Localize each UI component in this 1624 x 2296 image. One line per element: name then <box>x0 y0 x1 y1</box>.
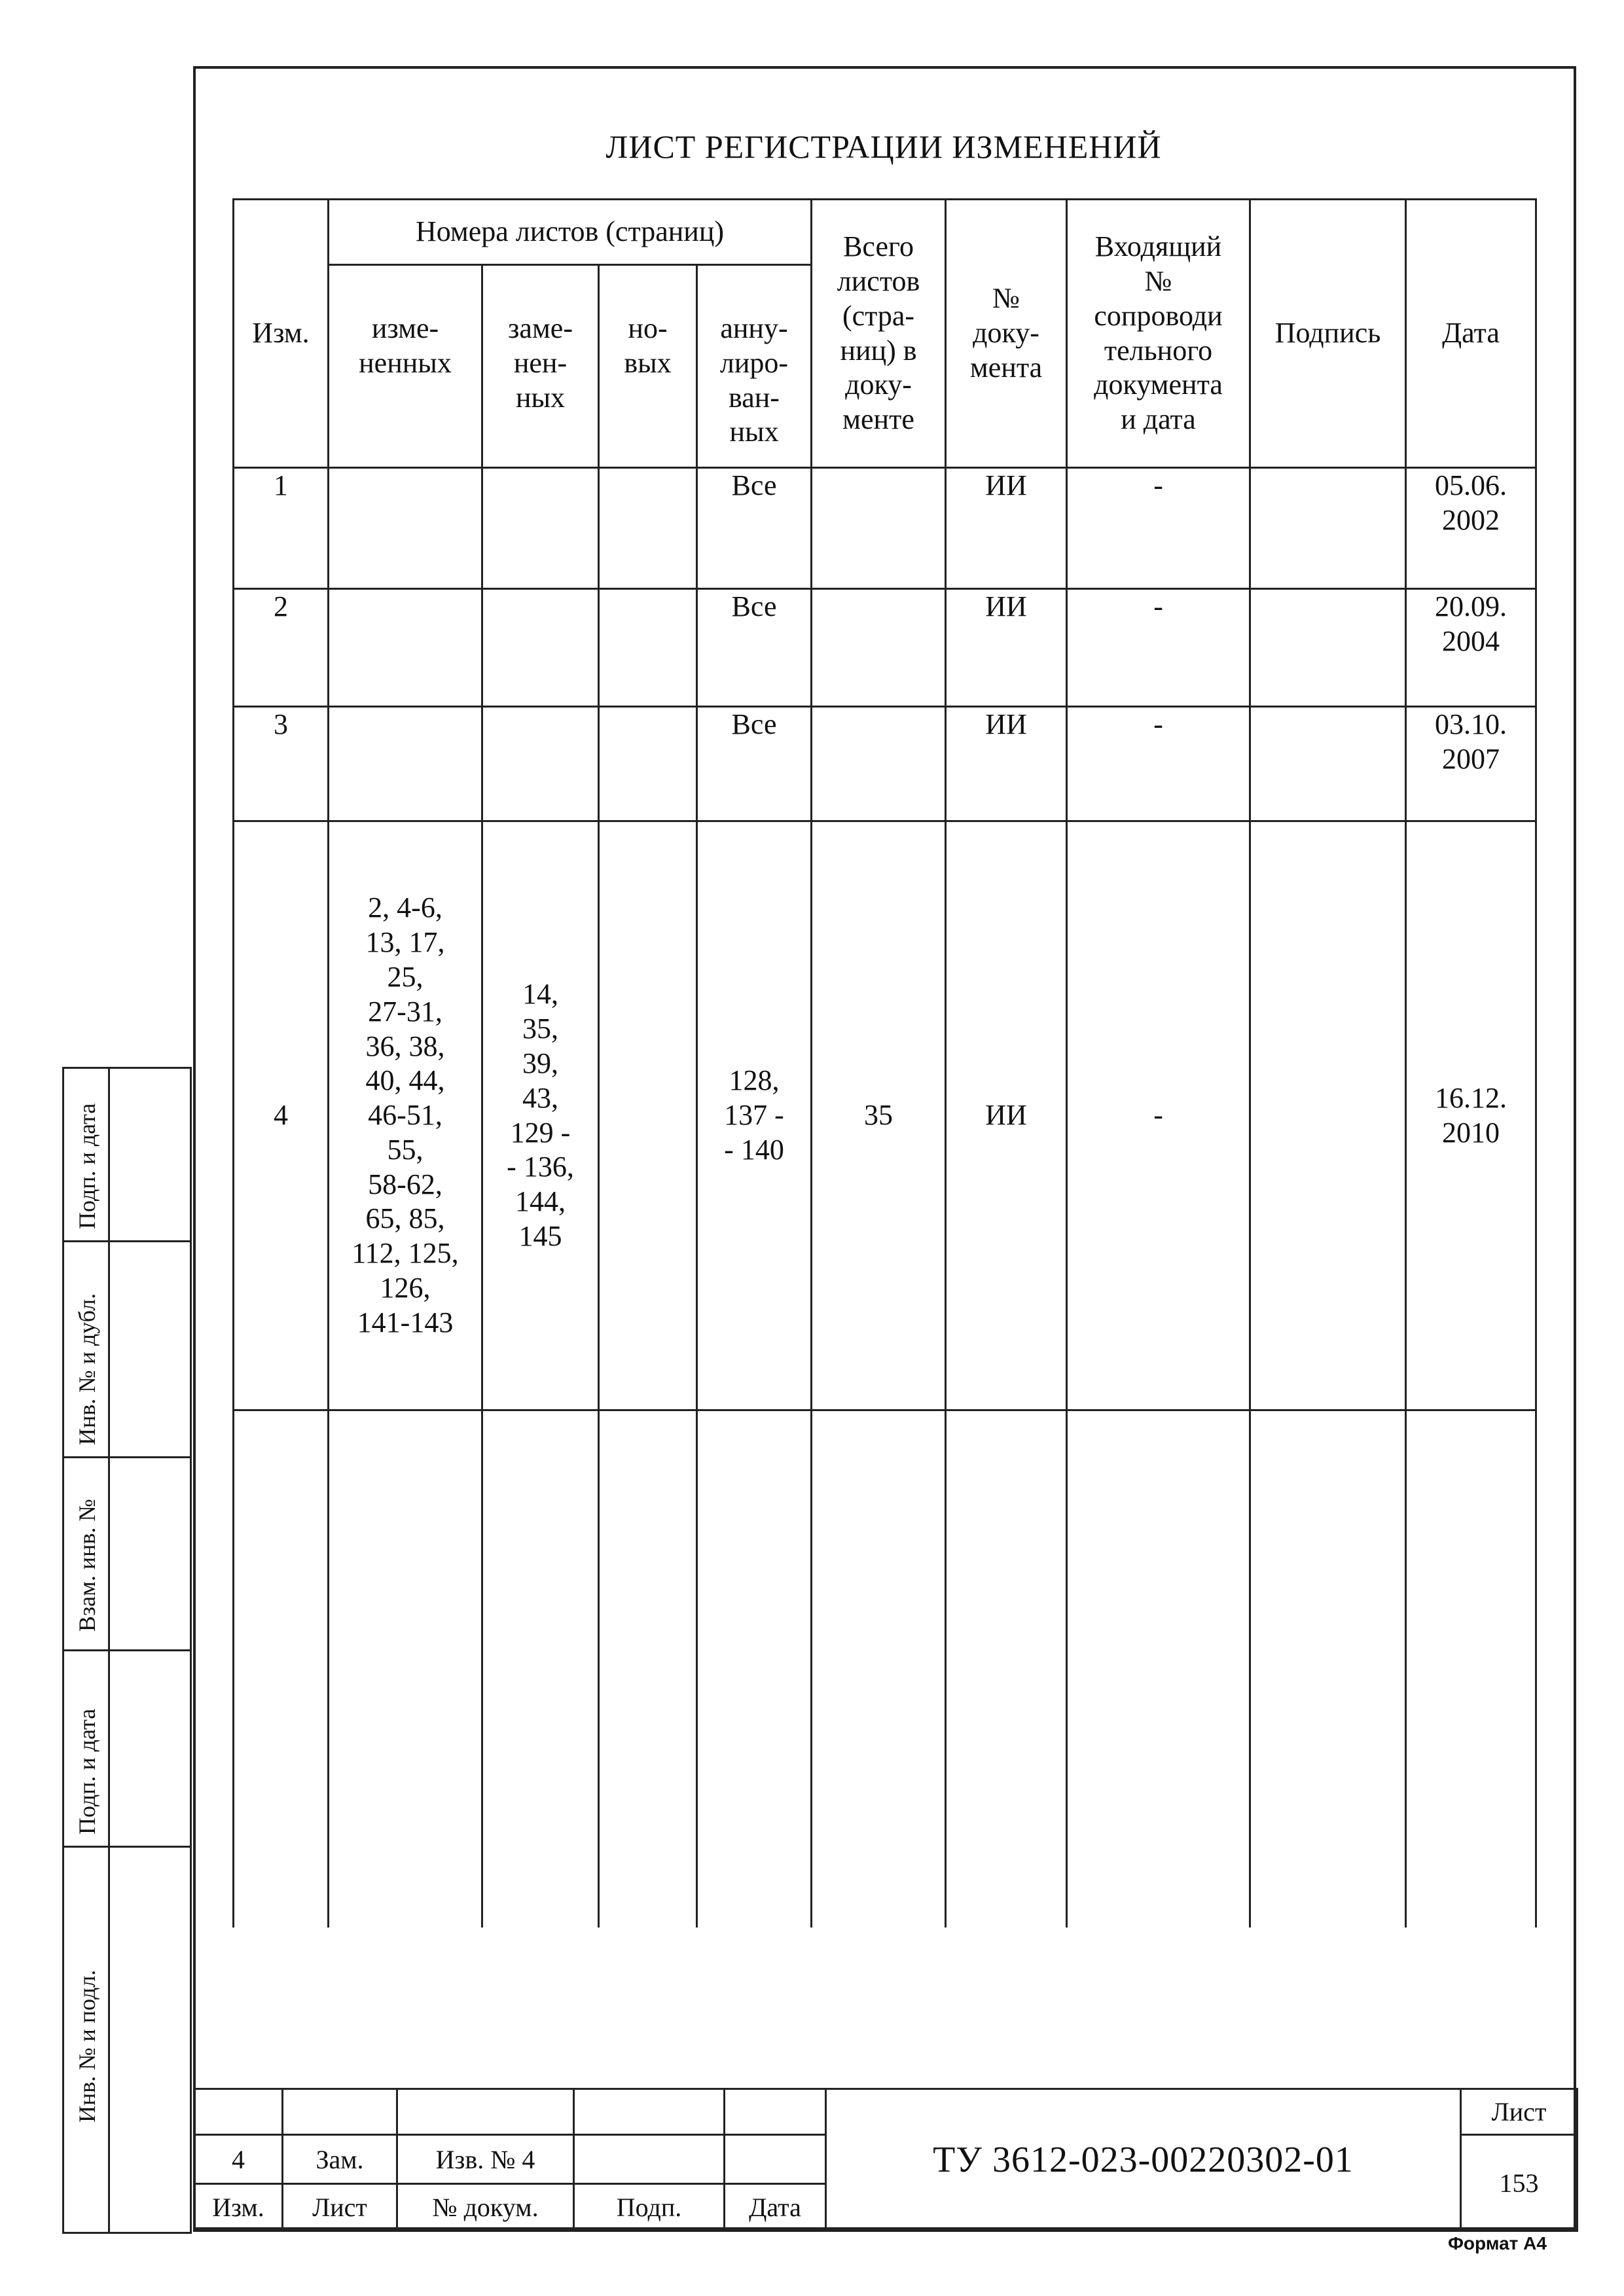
row-new <box>599 589 697 707</box>
row-date: 03.10. 2007 <box>1406 707 1536 821</box>
side-cell-inv-dubl <box>63 1242 109 1458</box>
header-incoming: Входящий № сопроводи тельного документа и дата <box>1067 200 1250 468</box>
header-new: но- вых <box>599 265 697 468</box>
row-izm: 1 <box>234 468 329 589</box>
table-row <box>234 589 1536 707</box>
row-changed: 2, 4-6, 13, 17, 25, 27-31, 36, 38, 40, 44, 46-51, 55, 58-62, 65, 85, 112, 125, 126, 141-143 <box>329 821 482 1410</box>
header-izm: Изм. <box>234 200 329 468</box>
changes-table <box>232 198 1537 1928</box>
row-annulled: Все <box>697 589 812 707</box>
row-izm: 3 <box>234 707 329 821</box>
header-date: Дата <box>1406 200 1536 468</box>
row-incoming: - <box>1067 707 1250 821</box>
row-new <box>599 821 697 1410</box>
row-incoming: - <box>1067 589 1250 707</box>
side-label: Взам. инв. № <box>74 1499 100 1632</box>
header-total: Всего листов (стра- ниц) в доку- менте <box>812 200 946 468</box>
row-annulled: Все <box>697 707 812 821</box>
stamp-doc-value: Изв. № 4 <box>397 2135 574 2184</box>
stamp-izm-value: 4 <box>194 2135 283 2184</box>
row-changed <box>329 468 482 589</box>
table-row <box>234 468 1536 589</box>
document-code: ТУ 3612-023-00220302-01 <box>826 2089 1461 2231</box>
row-izm: 2 <box>234 589 329 707</box>
side-cell-inv-podl <box>63 1847 109 2233</box>
row-new <box>599 707 697 821</box>
header-replaced: заме- нен- ных <box>482 265 599 468</box>
row-izm: 4 <box>234 821 329 1410</box>
row-changed <box>329 589 482 707</box>
stamp-sign-value <box>574 2135 725 2184</box>
side-label: Подп. и дата <box>74 1708 100 1835</box>
row-total: 35 <box>812 821 946 1410</box>
row-incoming: - <box>1067 821 1250 1410</box>
row-replaced: 14, 35, 39, 43, 129 - - 136, 144, 145 <box>482 821 599 1410</box>
row-changed <box>329 707 482 821</box>
stamp-sign-label: Подп. <box>574 2184 725 2231</box>
row-incoming: - <box>1067 468 1250 589</box>
row-date: 20.09. 2004 <box>1406 589 1536 707</box>
header-annulled: анну- лиро- ван- ных <box>697 265 812 468</box>
stamp-list-value: Зам. <box>283 2135 397 2184</box>
table-row <box>234 707 1536 821</box>
row-signature <box>1250 821 1406 1410</box>
page-title: ЛИСТ РЕГИСТРАЦИИ ИЗМЕНЕНИЙ <box>605 128 1162 165</box>
row-new <box>599 468 697 589</box>
row-date: 05.06. 2002 <box>1406 468 1536 589</box>
stamp-doc-label: № докум. <box>397 2184 574 2231</box>
format-label: Формат А4 <box>1448 2233 1547 2253</box>
table-row <box>234 821 1536 1410</box>
row-doc-no: ИИ <box>946 707 1067 821</box>
row-annulled: 128, 137 - - 140 <box>697 821 812 1410</box>
side-cell-vzam <box>63 1458 109 1651</box>
row-signature <box>1250 589 1406 707</box>
row-replaced <box>482 707 599 821</box>
sheet-number: 153 <box>1461 2135 1578 2231</box>
header-sheet-numbers: Номера листов (страниц) <box>329 200 812 265</box>
side-label: Инв. № и дубл. <box>74 1293 100 1445</box>
sheet-label: Лист <box>1461 2089 1578 2135</box>
row-total <box>812 707 946 821</box>
header-changed: изме- ненных <box>329 265 482 468</box>
table-row-empty <box>234 1410 1536 1928</box>
row-signature <box>1250 707 1406 821</box>
row-total <box>812 468 946 589</box>
row-doc-no: ИИ <box>946 821 1067 1410</box>
row-replaced <box>482 468 599 589</box>
row-total <box>812 589 946 707</box>
side-cell-sign-date <box>63 1068 109 1242</box>
stamp-izm-label: Изм. <box>194 2184 283 2231</box>
stamp-list-label: Лист <box>283 2184 397 2231</box>
header-doc-no: № доку- мента <box>946 200 1067 468</box>
side-stamp <box>62 1067 192 2234</box>
stamp-date-label: Дата <box>725 2184 826 2231</box>
side-label: Инв. № и подл. <box>74 1969 100 2123</box>
row-replaced <box>482 589 599 707</box>
row-signature <box>1250 468 1406 589</box>
row-date: 16.12. 2010 <box>1406 821 1536 1410</box>
row-doc-no: ИИ <box>946 468 1067 589</box>
header-signature: Подпись <box>1250 200 1406 468</box>
row-doc-no: ИИ <box>946 589 1067 707</box>
side-cell-sign-date-2 <box>63 1651 109 1847</box>
stamp-date-value <box>725 2135 826 2184</box>
title-block <box>193 2088 1578 2232</box>
row-annulled: Все <box>697 468 812 589</box>
side-label: Подп. и дата <box>74 1103 100 1229</box>
